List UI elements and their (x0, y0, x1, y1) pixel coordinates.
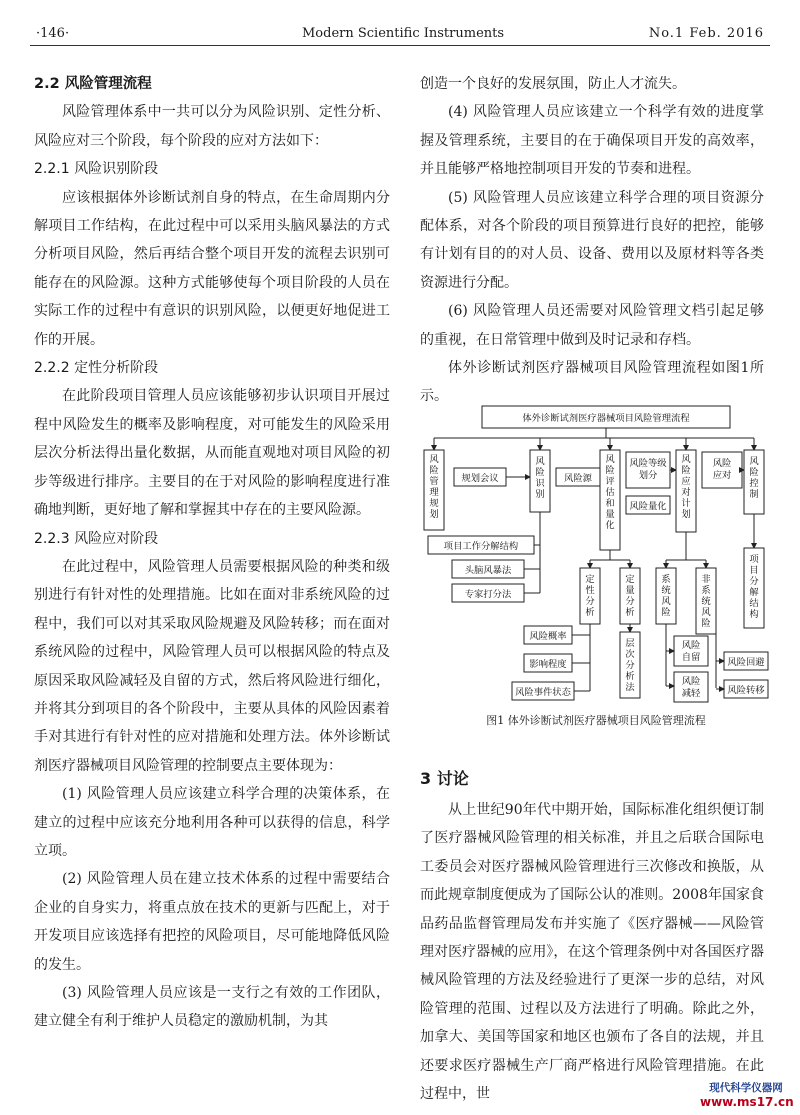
paragraph: 在此阶段项目管理人员应该能够初步认识项目开展过程中风险发生的概率及影响程度，对可能发生的风险采用层次分析法得出量化数据，从而能直观地对项目风险的初步等级进行排序。主要目的在于对风险的影响程度进行准确地判断，更好地了解和掌握其中存在的主要风险源。 (34, 388, 390, 519)
paragraph: 风险管理体系中一共可以分为风险识别、定性分析、风险应对三个阶段，每个阶段的应对方法如下： (34, 104, 390, 149)
node-label: 风险减轻 (681, 676, 701, 699)
watermark-url: www.ms17.cn (700, 1095, 794, 1109)
node-label: 风险事件状态 (515, 687, 571, 698)
node-label: 风险管理规划 (429, 454, 439, 520)
node-label: 风险应对计划 (681, 454, 691, 520)
node-label: 风险等级划分 (629, 458, 667, 481)
node-label: 非系统风险 (701, 574, 711, 629)
paragraph: 在此过程中，风险管理人员需要根据风险的种类和级别进行有针对性的处理措施。比如在面对非系统风险的过程中，我们可以对其采取风险规避及风险转移；而在面对系统风险的过程中，风险管理人员可以根据风险的特点及原因采取风险减轻及自留的方式，然后将风险进行细化，并将其分到项目的各个阶段中，主要从具体的风险因素着手对其进行有针对性的应对措施和处理方法。体外诊断试剂医疗器械项目风险管理的控制要点主要体现为： (34, 558, 390, 774)
node-label: 专家打分法 (464, 589, 512, 600)
flow-title: 体外诊断试剂医疗器械项目风险管理流程 (522, 413, 690, 424)
node-label: 规划会议 (461, 473, 499, 484)
section-3-title: 3 讨论 (420, 769, 469, 788)
list-item: (4) 风险管理人员应该建立一个科学有效的进度掌握及管理系统，主要目的在于确保项目开发的高效率，并且能够严格地控制项目开发的节奏和进程。 (420, 104, 764, 178)
paragraph: 应该根据体外诊断试剂自身的特点，在生命周期内分解项目工作结构，在此过程中可以采用头脑风暴法的方式分析项目风险，然后再结合整个项目开发的流程去识别可能存在的风险源。这种方式能够使每个项目阶段的人员在实际工作的过程中有意识的识别风险，以便更好地促进工作的开展。 (34, 189, 390, 348)
node-label: 风险控制 (749, 456, 759, 500)
section-2-2-1-title: 2.2.1 风险识别阶段 (34, 161, 159, 178)
node-label: 系统风险 (661, 574, 671, 618)
node-label: 影响程度 (529, 659, 567, 670)
node-label: 头脑风暴法 (464, 565, 512, 576)
node-label: 定性分析 (585, 574, 595, 618)
node-label: 风险识别 (535, 456, 545, 500)
left-column (34, 70, 390, 1036)
node-label: 风险量化 (629, 501, 667, 512)
right-column (420, 70, 764, 411)
list-item: (1) 风险管理人员应该建立科学合理的决策体系，在建立的过程中应该充分地利用各种可以获得的信息，科学立项。 (34, 786, 390, 859)
node-label: 项目工作分解结构 (443, 541, 519, 552)
issue-info: No.1 Feb. 2016 (648, 26, 764, 41)
node-label: 风险自留 (681, 640, 701, 663)
node-label: 风险概率 (529, 631, 567, 642)
section-2-2-title: 2.2 风险管理流程 (34, 76, 152, 92)
journal-name: Modern Scientific Instruments (302, 26, 505, 41)
node-label: 风险回避 (727, 657, 765, 668)
node-label: 风险评估和量化 (605, 454, 615, 531)
page-header (30, 22, 770, 46)
node-label: 定量分析 (625, 574, 635, 618)
list-item: (3) 风险管理人员应该是一支行之有效的工作团队，建立健全有利于维护人员稳定的激励机制，为其 (34, 985, 390, 1030)
node-label: 风险转移 (727, 685, 765, 696)
watermark-name: 现代科学仪器网 (709, 1082, 783, 1094)
site-watermark (700, 1080, 792, 1109)
risk-management-flowchart (420, 398, 772, 703)
header-rule (30, 45, 770, 46)
right-column-lower (420, 748, 764, 1108)
paragraph: 从上世纪90年代中期开始，国际标准化组织便订制了医疗器械风险管理的相关标准，并且之后联合国际电工委员会对医疗器械风险管理进行三次修改和换版，从而此规章制度便成为了国际公认的准则。2008年国家食品药品监督管理局发布并实施了《医疗器械——风险管理对医疗器械的应用》，在这个管理条例中对各国医疗器械风险管理的方法及经验进行了更深一步的总结，对风险管理的范围、过程以及方法进行了明确。除此之外，加拿大、美国等国家和地区也颁布了各自的法规，并且还要求医疗器械生产厂商严格进行风险管理措施。在此过程中，世 (420, 802, 764, 1103)
list-item: (2) 风险管理人员在建立技术体系的过程中需要结合企业的自身实力，将重点放在技术的更新与匹配上，对于开发项目应该选择有把控的风险项目，尽可能地降低风险的发生。 (34, 871, 390, 973)
section-2-2-3-title: 2.2.3 风险应对阶段 (34, 530, 159, 547)
node-label: 项目分解结构 (749, 554, 759, 620)
figure-caption: 图1 体外诊断试剂医疗器械项目风险管理流程 (486, 714, 706, 727)
page-number: ·146· (36, 26, 70, 41)
node-label: 层次分析法 (625, 638, 635, 693)
paragraph: 体外诊断试剂医疗器械项目风险管理流程如图1所示。 (420, 360, 764, 405)
list-item: (6) 风险管理人员还需要对风险管理文档引起足够的重视，在日常管理中做到及时记录和存档。 (420, 303, 764, 348)
node-label: 风险应对 (712, 458, 732, 481)
list-item: (5) 风险管理人员应该建立科学合理的项目资源分配体系，对各个阶段的项目预算进行良好的把控，能够有计划有目的的对人员、设备、费用以及原材料等各类资源进行分配。 (420, 189, 764, 291)
section-2-2-2-title: 2.2.2 定性分析阶段 (34, 360, 159, 377)
paragraph: 创造一个良好的发展氛围，防止人才流失。 (420, 76, 686, 92)
node-label: 风险源 (564, 473, 592, 484)
